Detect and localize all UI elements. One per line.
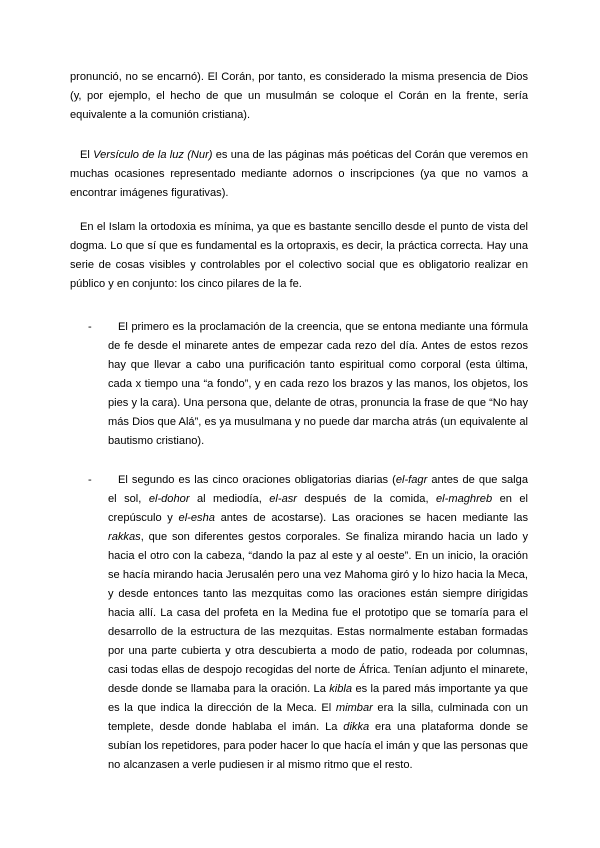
list-item-pilar-2 — [88, 471, 528, 775]
text-span: El — [80, 149, 94, 161]
italic-term: el-asr — [269, 493, 297, 505]
text-span: , que son diferentes gestos corporales. Se finaliza mirando hacia un lado y hacia el otro con la cabeza, “dando la paz al este y al oeste”. En un inicio, la oración se hacía mirando hacia Jerusalén pero una vez Mahoma giró y lo hizo hacia la Meca, y desde entonces tanto las mezquitas como las oraciones están siempre dirigidas hacia allí. La casa del profeta en la Medina fue el prototipo que se tomaría para el desarrollo de la estructura de las mezquitas. Estas normalmente estaban formadas por una parte cubierta y otra descubierta a modo de patio, rodeada por columnas, casi todas ellas de despojo recogidas del norte de África. Tenían adjunto el minarete, desde donde se llamaba para la oración. La — [108, 531, 528, 695]
italic-term: rakkas — [108, 531, 141, 543]
italic-term: el-esha — [178, 512, 215, 524]
bullet-dash: - — [88, 474, 92, 486]
list-item-text — [108, 318, 528, 451]
text-span: es la pared más importante ya que es la que indica la dirección de la Meca. El — [108, 683, 528, 714]
paragraph-coran-presence: pronunció, no se encarnó). El Corán, por tanto, es considerado la misma presencia de Dios (y, por ejemplo, el hecho de que un musulmán se coloque el Corán en la frente, sería equivalente a la comunión cristiana). — [70, 71, 528, 121]
italic-term: mimbar — [335, 702, 373, 714]
text-span: antes de acostarse). Las oraciones se hacen mediante las — [214, 512, 528, 524]
text-span: era una plataforma donde se subían los repetidores, para poder hacer lo que hacía el imán y que las personas que no alcanzasen a verle pudiesen ir al mismo ritmo que el resto. — [108, 721, 529, 771]
list-item-text — [108, 471, 528, 775]
text-span: El segundo es las cinco oraciones obligatorias diarias ( — [118, 474, 396, 486]
text-span: es una de las páginas más poéticas del Corán que veremos en muchas ocasiones representado mediante adornos o inscripciones (ya que no vamos a encontrar imágenes figurativas). — [70, 149, 528, 199]
text-span: al mediodía, — [189, 493, 270, 505]
text-span: en el crepúsculo y — [108, 493, 529, 524]
italic-term: kibla — [329, 683, 353, 695]
paragraph-ortodoxia — [70, 218, 528, 294]
bullet-dash: - — [88, 321, 92, 333]
italic-term: el-maghreb — [436, 493, 493, 505]
italic-term: dikka — [343, 721, 370, 733]
text-span: antes de que salga el sol, — [108, 474, 528, 505]
italic-term: el-fagr — [395, 474, 428, 486]
text-span: después de la comida, — [296, 493, 436, 505]
paragraph-versiculo-luz — [70, 146, 528, 203]
italic-term: el-dohor — [148, 493, 190, 505]
list-item-pilar-1 — [88, 318, 528, 451]
text-span: En el Islam la ortodoxia es mínima, ya que es bastante sencillo desde el punto de vista del dogma. Lo que sí que es fundamental es la ortopraxis, es decir, la práctica correcta. Hay una serie de cosas visibles y controlables por el colectivo social que es obligatorio realizar en público y en conjunto: los cinco pilares de la fe. — [70, 221, 528, 290]
text-span: El primero es la proclamación de la creencia, que se entona mediante una fórmula de fe desde el minarete antes de empezar cada rezo del día. Antes de estos rezos hay que llevar a cabo una purificación tanto espiritual como corporal (esta última, cada x tiempo una “a fondo”, y en cada rezo los brazos y las manos, los objetos, los pies y la cara). Una persona que, delante de otras, pronuncia la frase de que “No hay más Dios que Alá”, es ya musulmana y no puede dar marcha atrás (un equivalente al bautismo cristiano). — [108, 321, 528, 447]
italic-title-versiculo: Versículo de la luz (Nur) — [93, 149, 213, 161]
text-span: era la silla, culminada con un templete, desde donde hablaba el imán. La — [108, 702, 529, 733]
